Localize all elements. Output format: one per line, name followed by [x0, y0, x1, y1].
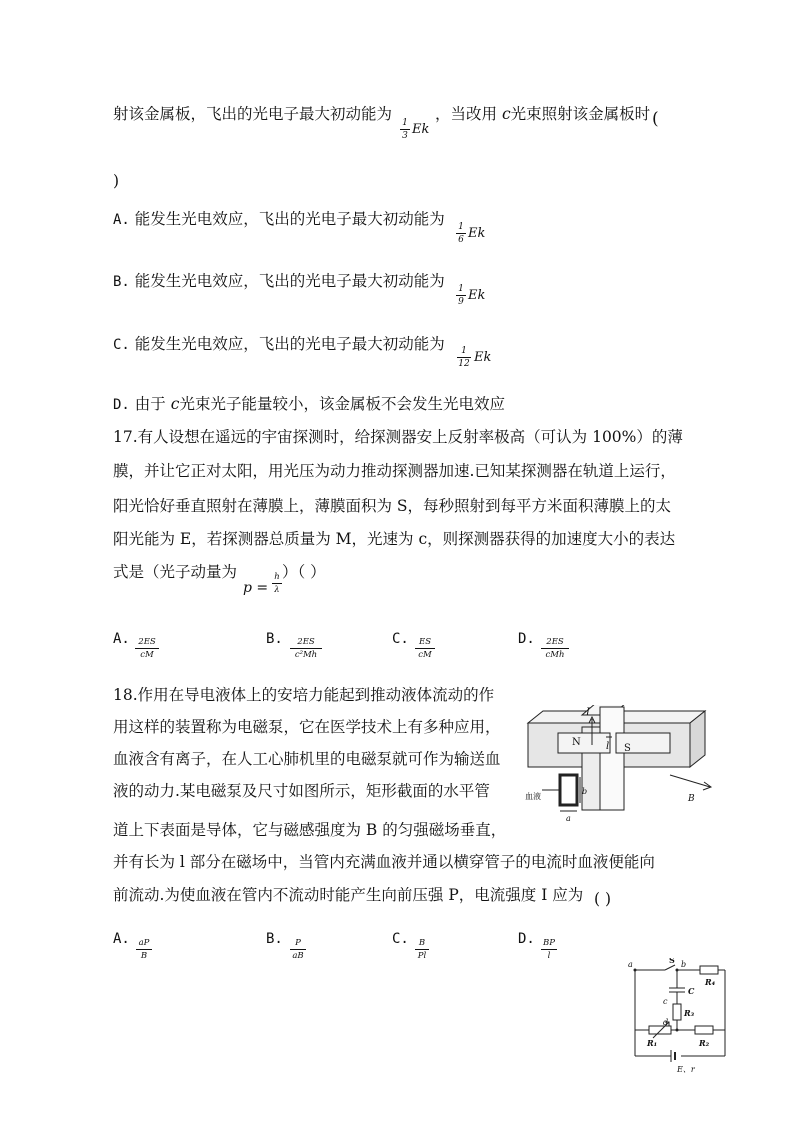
q16-end-text: 光束照射该金属板时: [510, 105, 651, 123]
q17-stem-line1: 17.有人设想在遥远的宇宙探测时，给探测器安上反射率极高（可认为 100%）的薄: [113, 428, 683, 446]
frac-numerator: 2ES: [297, 637, 315, 647]
frac-numerator: B: [418, 938, 426, 948]
frac-denominator: 3: [402, 131, 408, 141]
frac-tail: Ek: [474, 350, 492, 365]
q18-option-d[interactable]: [518, 928, 535, 947]
label-length-l: l: [606, 741, 610, 752]
formula-lhs: p =: [243, 580, 269, 596]
label-b: b: [681, 960, 687, 969]
q16-stem-fraction: [400, 118, 430, 141]
frac-denominator: B: [140, 951, 148, 961]
frac-numerator: 2ES: [138, 637, 156, 647]
frac-bar: [415, 949, 429, 950]
label-pole-s: S: [624, 743, 631, 754]
frac-numerator: BP: [543, 938, 555, 948]
q16-stem-after: [435, 105, 650, 123]
frac-denominator: cM: [418, 650, 432, 660]
electromagnetic-pump-figure: [520, 705, 720, 823]
q16-paren-close: ): [113, 172, 120, 190]
frac-numerator: 1: [458, 222, 464, 232]
q17-option-d[interactable]: [518, 628, 535, 647]
option-label: D.: [518, 631, 535, 647]
q16-c-symbol: c: [501, 105, 511, 123]
frac-numerator: ES: [418, 637, 432, 647]
option-label: B.: [266, 931, 283, 947]
label-capacitor-c: C: [688, 986, 695, 996]
q18-stem-line6: 并有长为 l 部分在磁场中，当管内充满血液并通以横穿管子的电流时血液便能向: [113, 853, 655, 871]
q16-option-b-fraction: [456, 284, 486, 307]
frac-bar: [136, 949, 152, 950]
frac-denominator: 12: [458, 359, 470, 369]
q18-option-b[interactable]: [266, 928, 283, 947]
frac-bar: [400, 129, 410, 130]
option-c-symbol: c: [170, 395, 180, 413]
q16-option-c-fraction: [457, 346, 492, 369]
option-label: A.: [113, 212, 130, 228]
frac-numerator: h: [274, 572, 280, 582]
frac-bar: [272, 583, 282, 584]
frac-denominator: aB: [292, 951, 304, 961]
frac-denominator: c²Mh: [294, 650, 318, 660]
option-label: C.: [113, 337, 130, 353]
option-label: A.: [113, 631, 130, 647]
q17-stem-line3: 阳光恰好垂直照射在薄膜上，薄膜面积为 S，每秒照射到每平方米面积薄膜上的太: [113, 497, 672, 515]
q18-option-a-fraction: [136, 938, 152, 961]
frac-numerator: 1: [402, 118, 408, 128]
frac-bar: [541, 949, 557, 950]
frac-bar: [541, 648, 569, 649]
frac-bar: [290, 949, 306, 950]
frac-denominator: 9: [458, 297, 464, 307]
option-label: B.: [113, 274, 130, 290]
frac-bar: [135, 648, 159, 649]
label-pole-n: N: [572, 737, 581, 748]
frac-denominator: 6: [458, 235, 464, 245]
q18-option-c-fraction: [415, 938, 429, 961]
option-label: D.: [518, 931, 535, 947]
frac-bar: [456, 295, 466, 296]
label-dim-a: a: [566, 814, 571, 823]
option-label: B.: [266, 631, 283, 647]
frac-tail: Ek: [412, 122, 430, 137]
q17-option-b[interactable]: [266, 628, 283, 647]
option-text: 能发生光电效应，飞出的光电子最大初动能为: [134, 272, 445, 290]
q17-option-d-fraction: [541, 637, 569, 660]
frac-bar: [457, 357, 471, 358]
option-label: C.: [392, 931, 409, 947]
q17-stem-line2: 膜，并让它正对太阳，用光压为动力推动探测器加速.已知某探测器在轨道上运行，: [113, 462, 676, 480]
label-r3: R₃: [684, 1008, 695, 1018]
frac-numerator: 1: [461, 346, 467, 356]
option-text: 能发生光电效应，飞出的光电子最大初动能为: [134, 335, 445, 353]
q16-option-a[interactable]: [113, 210, 445, 229]
q18-option-a[interactable]: [113, 928, 130, 947]
frac-tail: Ek: [468, 288, 486, 303]
frac-denominator: λ: [274, 585, 280, 595]
frac-denominator: cM: [140, 650, 154, 660]
frac-bar: [415, 648, 435, 649]
q16-option-a-fraction: [456, 222, 486, 245]
q18-paren: ( ): [594, 890, 612, 908]
option-text: 光束光子能量较小，该金属板不会发生光电效应: [179, 395, 505, 413]
q17-stem-line5: 式是（光子动量为: [113, 563, 238, 581]
frac-denominator: Pl: [417, 951, 427, 961]
q18-option-d-fraction: [541, 938, 557, 961]
frac-tail: Ek: [468, 226, 486, 241]
q16-stem-text: 射该金属板，飞出的光电子最大初动能为: [113, 105, 393, 123]
label-field-b: B: [688, 794, 695, 804]
frac-bar: [290, 648, 322, 649]
label-a: a: [628, 960, 633, 969]
frac-numerator: 2ES: [546, 637, 564, 647]
q16-after-text: ，当改用: [435, 105, 498, 123]
q16-option-c[interactable]: [113, 335, 445, 354]
option-pre: 由于: [134, 395, 166, 413]
q17-option-c-fraction: [415, 637, 435, 660]
frac-numerator: P: [295, 938, 301, 948]
circuit-diagram: [625, 958, 735, 1076]
q18-stem-line1: 18.作用在导电液体上的安培力能起到推动液体流动的作: [113, 686, 495, 704]
option-label: C.: [392, 631, 409, 647]
q17-option-c[interactable]: [392, 628, 409, 647]
label-c: c: [663, 997, 668, 1006]
label-switch-s: S: [669, 958, 675, 965]
label-d: d: [663, 1018, 669, 1027]
q16-paren-open: (: [652, 109, 659, 129]
frac-numerator: 1: [458, 284, 464, 294]
frac-denominator: l: [547, 951, 551, 961]
q16-option-b[interactable]: [113, 272, 445, 291]
option-label: A.: [113, 931, 130, 947]
q18-option-b-fraction: [290, 938, 306, 961]
q18-stem-line3: 血液含有离子，在人工心肺机里的电磁泵就可作为输送血: [113, 750, 501, 768]
q16-option-d[interactable]: [113, 395, 505, 414]
frac-numerator: aP: [138, 938, 150, 948]
q18-stem-line7: 前流动.为使血液在管内不流动时能产生向前压强 P，电流强度 I 应为: [113, 886, 584, 904]
label-r2: R₂: [699, 1038, 710, 1048]
label-r4: R₄: [705, 977, 716, 987]
q18-stem-line2: 用这样的装置称为电磁泵，它在医学技术上有多种应用，: [113, 718, 501, 736]
label-r1: R₁: [647, 1038, 658, 1048]
q18-option-c[interactable]: [392, 928, 409, 947]
q17-option-a-fraction: [135, 637, 159, 660]
q18-stem-line4: 液的动力.某电磁泵及尺寸如图所示，矩形截面的水平管: [113, 782, 490, 800]
option-label: D.: [113, 397, 130, 413]
q16-stem-line1: [113, 105, 392, 123]
q18-stem-line5: 道上下表面是导体，它与磁感强度为 B 的匀强磁场垂直，: [113, 821, 507, 839]
q17-paren: ）（ ）: [282, 563, 326, 581]
q17-option-a[interactable]: [113, 628, 130, 647]
option-text: 能发生光电效应，飞出的光电子最大初动能为: [134, 210, 445, 228]
q17-stem-line4: 阳光能为 E，若探测器总质量为 M，光速为 c，则探测器获得的加速度大小的表达: [113, 530, 676, 548]
label-current-i: I: [586, 707, 590, 718]
label-battery-er: E、r: [677, 1065, 695, 1074]
label-dim-b: b: [582, 787, 588, 796]
q17-option-b-fraction: [290, 637, 322, 660]
frac-bar: [456, 233, 466, 234]
label-blood: 血液: [525, 792, 541, 801]
frac-denominator: cMh: [545, 650, 565, 660]
